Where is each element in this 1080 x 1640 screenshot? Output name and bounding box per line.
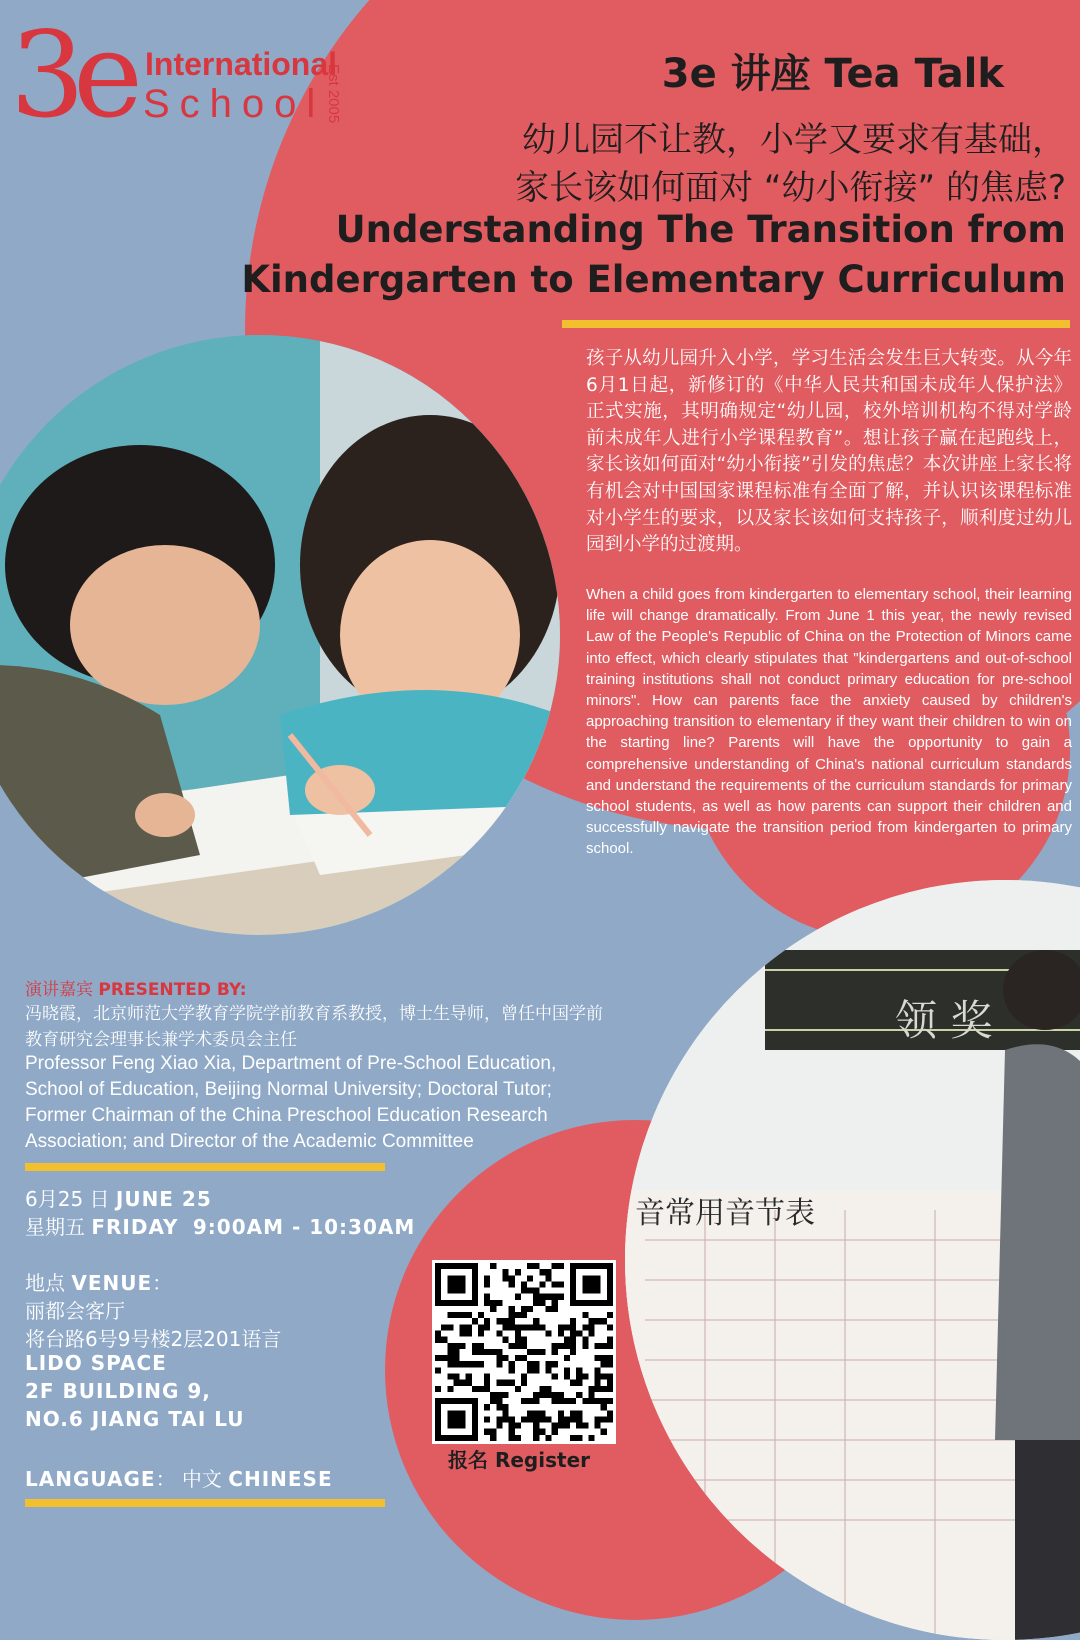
presenter-label-en: PRESENTED BY: <box>98 980 247 1000</box>
subtitle-en-line1: Understanding The Transition from <box>335 208 1066 251</box>
qr-code-icon <box>435 1263 613 1441</box>
syllable-chart-title: 音常用音节表 <box>635 1196 815 1231</box>
school-logo <box>10 6 380 144</box>
date-zh: 6月25 日 <box>25 1187 110 1211</box>
event-time: 9:00AM - 10:30AM <box>192 1215 416 1239</box>
day-zh: 星期五 <box>25 1215 85 1239</box>
presenter-bio-zh: 冯晓霞，北京师范大学教育学院学前教育系教授，博士生导师，曾任中国学前教育研究会理事长兼学术委员会主任 <box>25 1004 603 1050</box>
register-qr-code[interactable] <box>432 1260 616 1444</box>
venue-address-en-1: 2F BUILDING 9, <box>25 1379 211 1403</box>
presenter-bio-en: Professor Feng Xiao Xia, Department of Pre-School Education, School of Education, Beijing Normal University; Doctoral Tutor; Former Chairman of the China Preschool Education Research Association; and Director of the Academic Committee <box>25 1053 557 1152</box>
logo-mark: 3e <box>10 6 131 144</box>
venue-sep: ： <box>152 1271 173 1295</box>
logo-line2: School <box>143 82 326 126</box>
presenter-heading <box>25 975 247 1000</box>
event-date <box>25 1183 212 1212</box>
register-label-zh: 报名 <box>448 1448 488 1472</box>
venue-address-en-2: NO.6 JIANG TAI LU <box>25 1407 245 1431</box>
venue-name-en: LIDO SPACE <box>25 1351 167 1375</box>
subtitle-en-line2: Kindergarten to Elementary Curriculum <box>241 258 1066 301</box>
description-zh: 孩子从幼儿园升入小学，学习生活会发生巨大转变。从今年6月1日起，新修订的《中华人民共和国未成年人保护法》正式实施，其明确规定“幼儿园，校外培训机构不得对学龄前未成年人进行小学课程教育”。想让孩子赢在起跑线上，家长该如何面对“幼小衔接”引发的焦虑？本次讲座上家长将有机会对中国国家课程标准有全面了解，并认识该课程标准对小学生的要求，以及家长该如何支持孩子，顺利度过幼儿园到小学的过渡期。 <box>586 348 1072 556</box>
board-chinese-characters: 领 奖 <box>895 996 993 1045</box>
day-en: FRIDAY <box>91 1215 179 1239</box>
language-line <box>25 1463 333 1492</box>
subtitle-zh-line2: 家长该如何面对 “幼小衔接” 的焦虑? <box>515 168 1066 208</box>
language-label: LANGUAGE <box>25 1467 156 1491</box>
divider-bar <box>25 1499 385 1507</box>
venue-heading <box>25 1267 172 1296</box>
event-title: 3e 讲座 Tea Talk <box>661 51 1004 97</box>
register-label-en: Register <box>494 1448 590 1472</box>
presenter-label-zh: 演讲嘉宾 <box>25 980 93 1000</box>
subtitle-zh-line1: 幼儿园不让教，小学又要求有基础， <box>522 120 1066 160</box>
venue-address-zh: 将台路6号9号楼2层201语言 <box>25 1327 282 1351</box>
language-value-zh: 中文 <box>181 1467 222 1491</box>
divider-bar <box>562 320 1070 328</box>
venue-label-zh: 地点 <box>25 1271 65 1295</box>
date-en: JUNE 25 <box>115 1187 212 1211</box>
language-sep: ： <box>155 1467 176 1491</box>
description-en: When a child goes from kindergarten to elementary school, their learning life will change dramatically. From June 1 this year, the newly revised Law of the People's Republic of China on the Protection of Minors came into effect, which clearly stipulates that "kindergartens and out-of-school training institutions shall not conduct primary education for pre-school minors". How can parents face the anxiety caused by children's approaching transition to elementary if they want their children to win on the starting line? Parents will have the opportunity to gain a comprehensive understanding of China's national curriculum standards and understand the requirements of the curriculum standards for primary school students, as well as how parents can support their children and successfully navigate the transition period from kindergarten to primary school. <box>586 586 1072 858</box>
venue-name-zh: 丽都会客厅 <box>25 1299 125 1323</box>
language-value-en: CHINESE <box>228 1467 333 1491</box>
logo-est: Est 2005 <box>325 64 342 124</box>
divider-bar <box>25 1163 385 1171</box>
register-label[interactable] <box>448 1444 590 1473</box>
venue-label-en: VENUE <box>71 1271 153 1295</box>
event-day-time <box>25 1211 415 1240</box>
logo-line1: International <box>145 46 338 82</box>
